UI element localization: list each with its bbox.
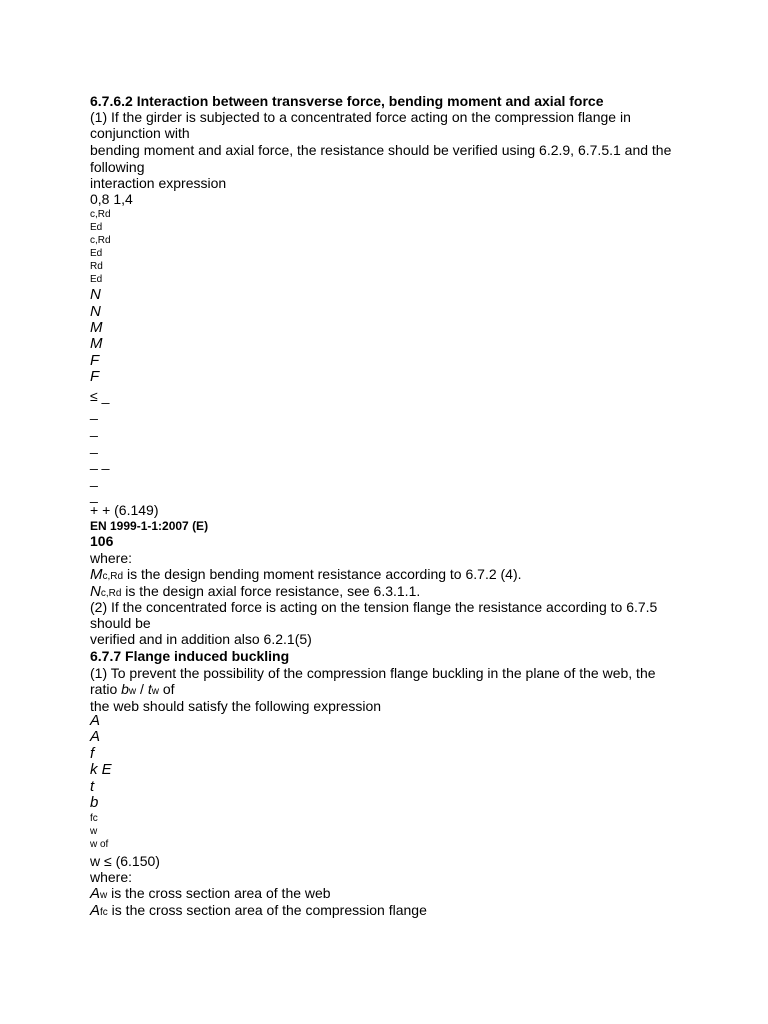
paragraph-line: (1) To prevent the possibility of the compression flange buckling in the plane of the web, the [90, 665, 656, 681]
ratio-prefix: ratio [90, 681, 122, 697]
equation-dash: _ [90, 487, 98, 503]
subscript: w [151, 686, 159, 697]
definition-afc [90, 902, 427, 921]
definition-text: is the design bending moment resistance according to 6.7.2 (4). [123, 566, 522, 582]
symbol-m: M [90, 566, 103, 583]
symbol-a: A [90, 902, 101, 919]
symbol-b: b [121, 681, 129, 697]
paragraph-line: verified and in addition also 6.2.1(5) [90, 631, 312, 647]
subscript: w [128, 686, 137, 697]
equation-subscript: Ed [90, 248, 103, 259]
ratio-suffix: of [158, 681, 175, 697]
equation-dash: _ _ [90, 454, 110, 470]
symbol-a: A [90, 885, 101, 902]
equation-variable: F [90, 368, 100, 385]
equation-subscript: w [90, 826, 98, 837]
equation-variable: A [90, 728, 101, 745]
paragraph-line: should be [90, 615, 151, 631]
equation-coefficients: 0,8 1,4 [90, 191, 133, 207]
page-number: 106 [90, 533, 114, 549]
subscript: c,Rd [102, 571, 124, 582]
equation-symbol: ≤ _ [90, 388, 110, 404]
equation-variable: A [90, 712, 101, 729]
equation-number-6149: + + (6.149) [90, 502, 159, 518]
definition-text: is the cross section area of the web [107, 885, 331, 901]
paragraph-line: bending moment and axial force, the resistance should be verified using 6.2.9, 6.7.5.1 and the [90, 142, 672, 158]
equation-variable: M [90, 319, 103, 336]
equation-variable: N [90, 286, 101, 303]
standard-reference: EN 1999-1-1:2007 (E) [90, 519, 209, 533]
equation-variable: k E [90, 761, 112, 778]
equation-variable: N [90, 303, 101, 320]
equation-dash: _ [90, 404, 98, 420]
subscript: c,Rd [100, 588, 122, 599]
where-label: where: [90, 869, 133, 885]
equation-variable: t [90, 778, 95, 795]
subscript: fc [100, 907, 108, 918]
equation-subscript: w of [90, 839, 109, 850]
paragraph-line: (2) If the concentrated force is acting on the tension flange the resistance according to 6.7.5 [90, 599, 658, 615]
equation-subscript: fc [90, 813, 98, 824]
paragraph-line: following [90, 159, 145, 175]
equation-subscript: Ed [90, 222, 103, 233]
equation-variable: F [90, 352, 100, 369]
where-label: where: [90, 550, 133, 566]
equation-subscript: Ed [90, 274, 103, 285]
equation-dash: _ [90, 471, 98, 487]
equation-variable: f [90, 745, 95, 762]
section-677-heading: 6.7.7 Flange induced buckling [90, 648, 290, 664]
paragraph-line: conjunction with [90, 125, 190, 141]
definition-text: is the design axial force resistance, see 6.3.1.1. [121, 583, 421, 599]
equation-variable: b [90, 794, 99, 811]
symbol-t: t [147, 681, 152, 697]
equation-subscript: c,Rd [90, 209, 111, 220]
paragraph-line: interaction expression [90, 175, 227, 191]
equation-subscript: Rd [90, 261, 103, 272]
equation-dash: _ [90, 421, 98, 437]
equation-variable: M [90, 335, 103, 352]
equation-subscript: c,Rd [90, 235, 111, 246]
definition-text: is the cross section area of the compression flange [107, 902, 427, 918]
equation-dash: _ [90, 438, 98, 454]
equation-number-6150: w ≤ (6.150) [90, 853, 160, 869]
symbol-n: N [90, 583, 101, 600]
section-6762-heading: 6.7.6.2 Interaction between transverse force, bending moment and axial force [90, 93, 604, 109]
subscript: w [100, 890, 108, 901]
ratio-separator: / [136, 681, 148, 697]
paragraph-line: (1) If the girder is subjected to a concentrated force acting on the compression flange in [90, 109, 631, 125]
paragraph-line: the web should satisfy the following expression [90, 698, 382, 714]
